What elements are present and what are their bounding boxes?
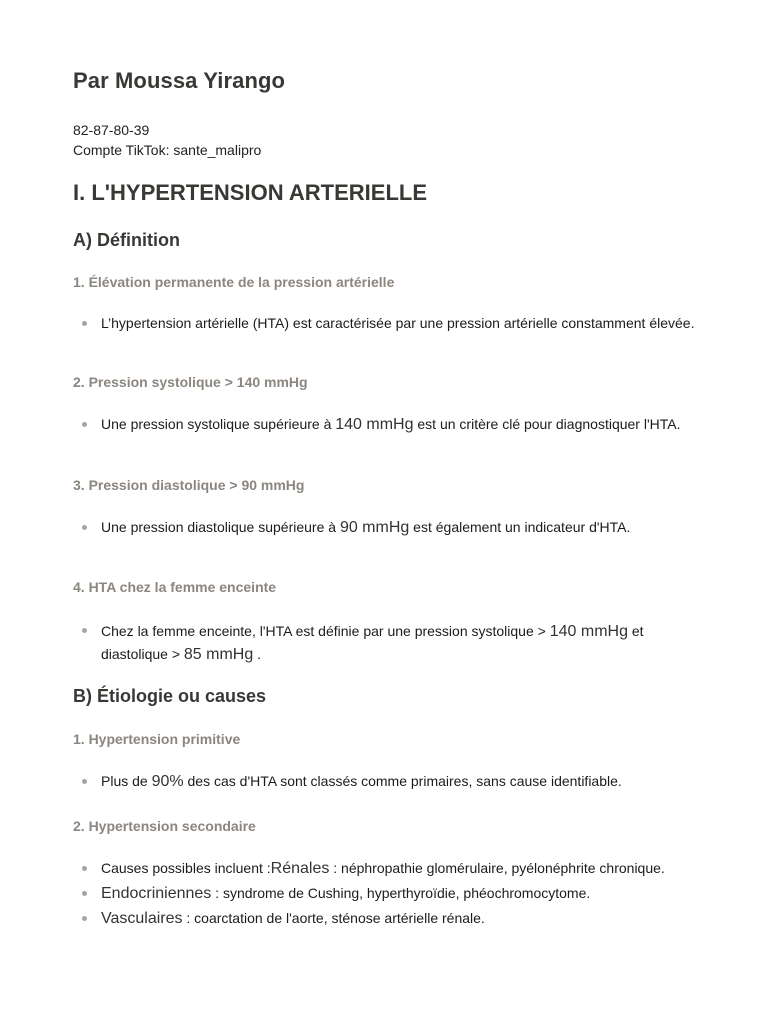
list-item-text: Chez la femme enceinte, l'HTA est définie par une pression systolique >	[101, 623, 550, 639]
list-item	[73, 908, 713, 929]
cause-term: Vasculaires	[101, 910, 183, 927]
subsection-heading: 4. HTA chez la femme enceinte	[73, 579, 277, 595]
section-a-heading: A) Définition	[73, 230, 180, 250]
list-item	[73, 313, 713, 333]
subsection-heading: 2. Pression systolique > 140 mmHg	[73, 374, 308, 390]
subsection-heading: 2. Hypertension secondaire	[73, 818, 256, 834]
list-item-text: et diastolique >	[101, 623, 644, 662]
highlight-value: 90 mmHg	[339, 519, 410, 536]
list-item	[73, 883, 713, 904]
list-item-text: : coarctation de l'aorte, sténose artérielle rénale.	[182, 910, 485, 926]
list-item	[73, 620, 713, 666]
list-item-text: est un critère clé pour diagnostiquer l'HTA.	[413, 416, 681, 432]
list-item-text: Une pression systolique supérieure à	[101, 416, 336, 432]
highlight-value: 140 mmHg	[335, 416, 414, 433]
list-item-text: .	[253, 646, 262, 662]
bullet-icon	[82, 779, 87, 784]
list-item-text: L’hypertension artérielle (HTA) est caractérisée par une pression artérielle constamment élevée.	[101, 315, 695, 331]
list-item	[73, 858, 713, 879]
list-item-text: : néphropathie glomérulaire, pyélonéphrite chronique.	[329, 860, 665, 876]
bullet-list	[73, 313, 713, 333]
list-item	[73, 414, 713, 435]
bullet-icon	[82, 916, 87, 921]
bullet-list	[73, 620, 713, 666]
subsection-heading: 1. Élévation permanente de la pression artérielle	[73, 274, 395, 290]
bullet-icon	[82, 891, 87, 896]
list-item	[73, 517, 713, 538]
bullet-icon	[82, 321, 87, 326]
bullet-icon	[82, 422, 87, 427]
bullet-icon	[82, 866, 87, 871]
list-item-text: Plus de	[101, 773, 152, 789]
list-item-text: des cas d'HTA sont classés comme primaires, sans cause identifiable.	[183, 773, 622, 789]
list-item-text: est également un indicateur d'HTA.	[409, 519, 631, 535]
bullet-list	[73, 517, 713, 538]
bullet-list	[73, 414, 713, 435]
main-title: I. L'HYPERTENSION ARTERIELLE	[73, 180, 427, 205]
cause-term: Rénales	[270, 860, 330, 877]
bullet-list	[73, 771, 713, 792]
cause-term: Endocriniennes	[101, 885, 212, 902]
subsection-heading: 1. Hypertension primitive	[73, 731, 241, 747]
phone-number: 82-87-80-39	[73, 122, 150, 138]
highlight-value: 140 mmHg	[549, 623, 628, 640]
tiktok-account: Compte TikTok: sante_malipro	[73, 142, 262, 158]
list-item-text: Causes possibles incluent :	[101, 860, 271, 876]
highlight-value: 85 mmHg	[183, 646, 254, 663]
list-item-text: : syndrome de Cushing, hyperthyroïdie, phéochromocytome.	[211, 885, 591, 901]
list-item-text: Une pression diastolique supérieure à	[101, 519, 340, 535]
bullet-icon	[82, 628, 87, 633]
author-name: Par Moussa Yirango	[73, 68, 286, 93]
list-item	[73, 771, 713, 792]
contact-block	[73, 120, 261, 160]
bullet-icon	[82, 525, 87, 530]
subsection-heading: 3. Pression diastolique > 90 mmHg	[73, 477, 305, 493]
highlight-value: 90%	[151, 773, 184, 790]
section-b-heading: B) Étiologie ou causes	[73, 686, 267, 706]
bullet-list	[73, 858, 713, 929]
